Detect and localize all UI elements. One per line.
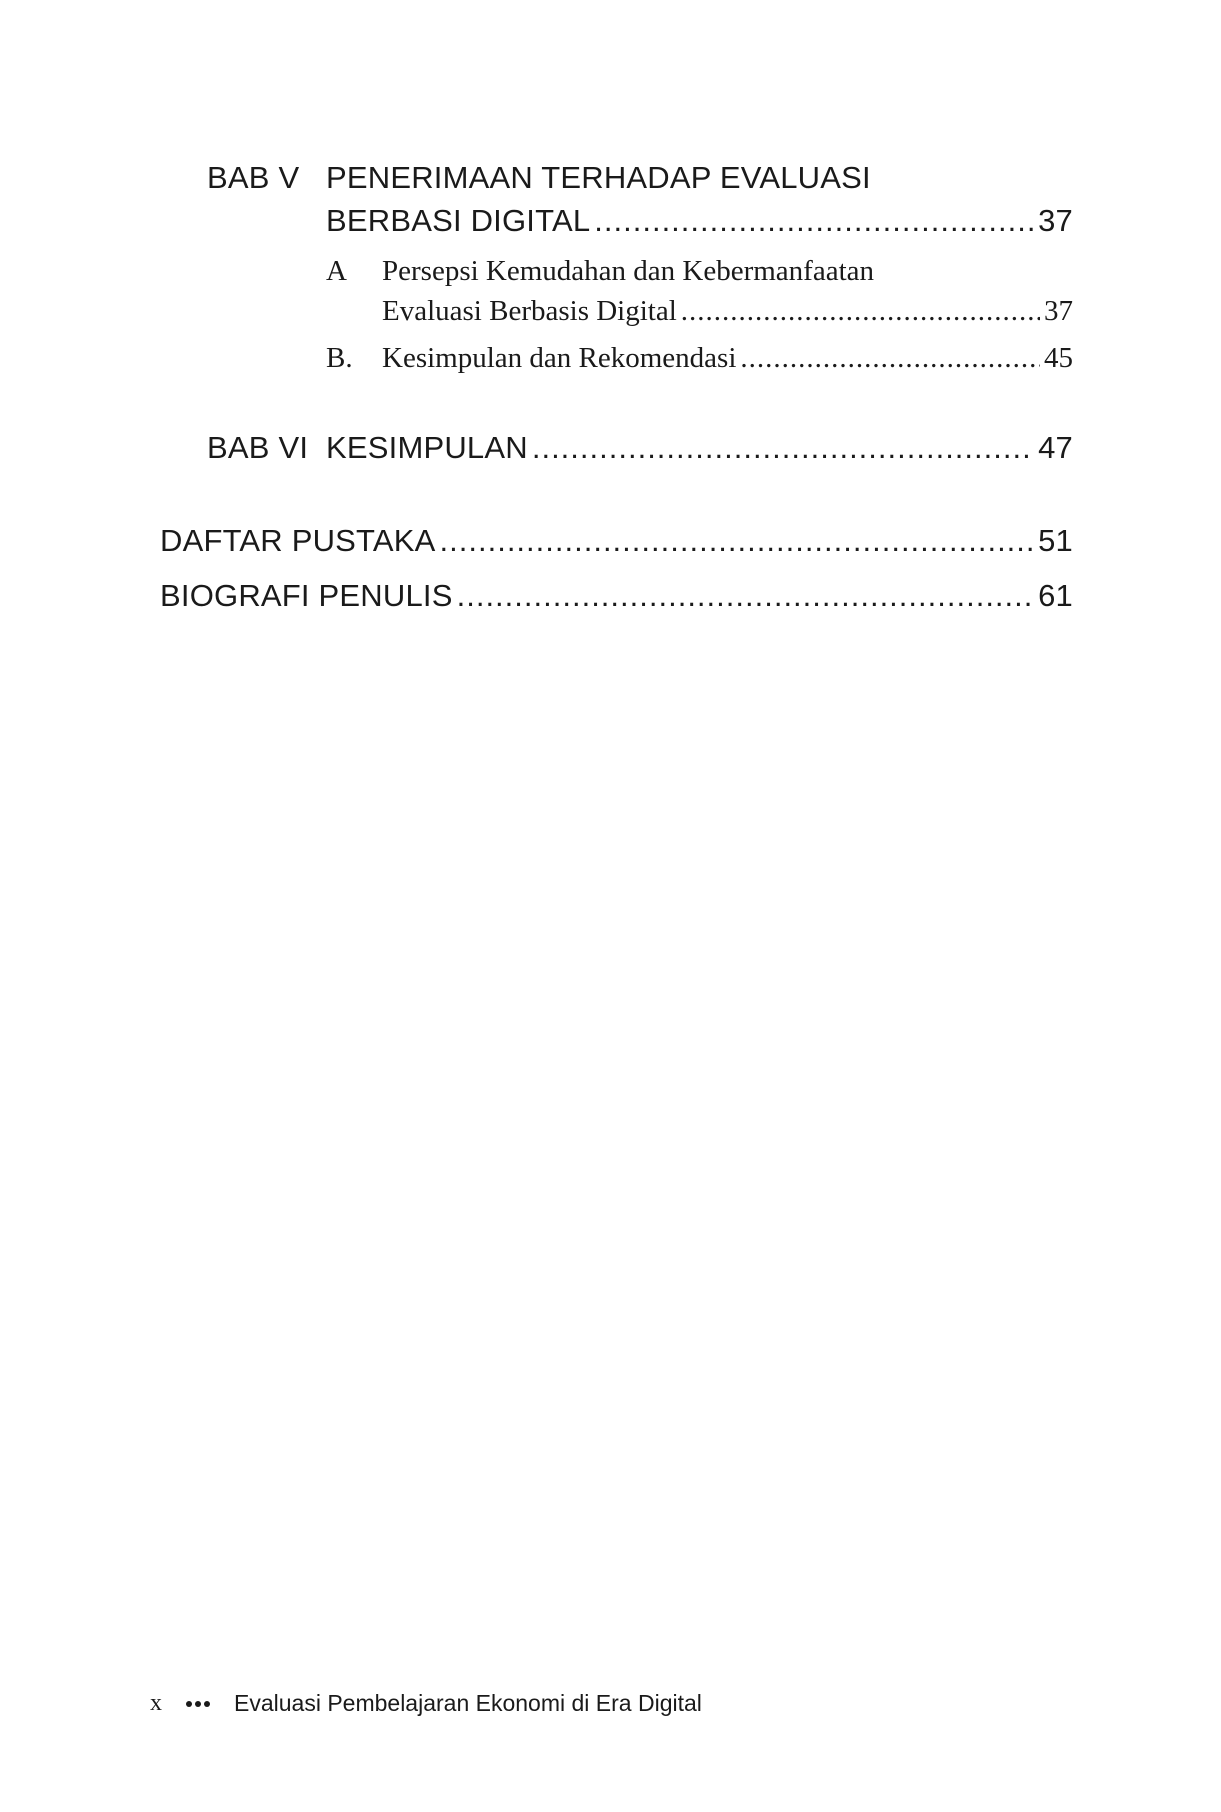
page-footer (150, 1690, 702, 1717)
page-number: 61 (1038, 578, 1073, 613)
page-number: 45 (1044, 342, 1073, 374)
chapter-label-bab-vi: BAB VI (207, 430, 309, 465)
page-number-roman: x (150, 1690, 162, 1716)
page-number: 47 (1038, 430, 1073, 465)
toc-entry-biografi-penulis[interactable] (160, 578, 1073, 614)
leader-dots (440, 523, 1035, 559)
running-book-title: Evaluasi Pembelajaran Ekonomi di Era Digital (234, 1690, 702, 1716)
ellipsis-dots-icon (186, 1701, 234, 1707)
leader-dots (457, 578, 1035, 614)
daftar-pustaka-title: DAFTAR PUSTAKA (160, 523, 436, 558)
toc-entry-subsection-a[interactable] (382, 295, 1073, 328)
toc-entry-subsection-b[interactable] (382, 342, 1073, 375)
leader-dots (681, 295, 1040, 328)
page-number: 51 (1038, 523, 1073, 558)
chapter-label-bab-v: BAB V (207, 160, 300, 195)
toc-entry-bab-vi[interactable] (326, 430, 1073, 466)
chapter-title-bab-v-line2: BERBASI DIGITAL (326, 203, 591, 238)
page-number: 37 (1038, 203, 1073, 238)
leader-dots (532, 430, 1034, 466)
biografi-penulis-title: BIOGRAFI PENULIS (160, 578, 453, 613)
subsection-letter-b: B. (326, 342, 353, 374)
leader-dots (594, 203, 1034, 239)
subsection-letter-a: A (326, 255, 347, 287)
toc-entry-bab-v[interactable] (326, 203, 1073, 239)
subsection-title-a-line1: Persepsi Kemudahan dan Kebermanfaatan (382, 255, 874, 287)
leader-dots (740, 342, 1040, 375)
subsection-title-a-line2: Evaluasi Berbasis Digital (382, 295, 677, 327)
toc-entry-daftar-pustaka[interactable] (160, 523, 1073, 559)
chapter-title-bab-v-line1: PENERIMAAN TERHADAP EVALUASI (326, 160, 871, 195)
page-number: 37 (1044, 295, 1073, 327)
chapter-title-bab-vi: KESIMPULAN (326, 430, 528, 465)
subsection-title-b: Kesimpulan dan Rekomendasi (382, 342, 737, 374)
